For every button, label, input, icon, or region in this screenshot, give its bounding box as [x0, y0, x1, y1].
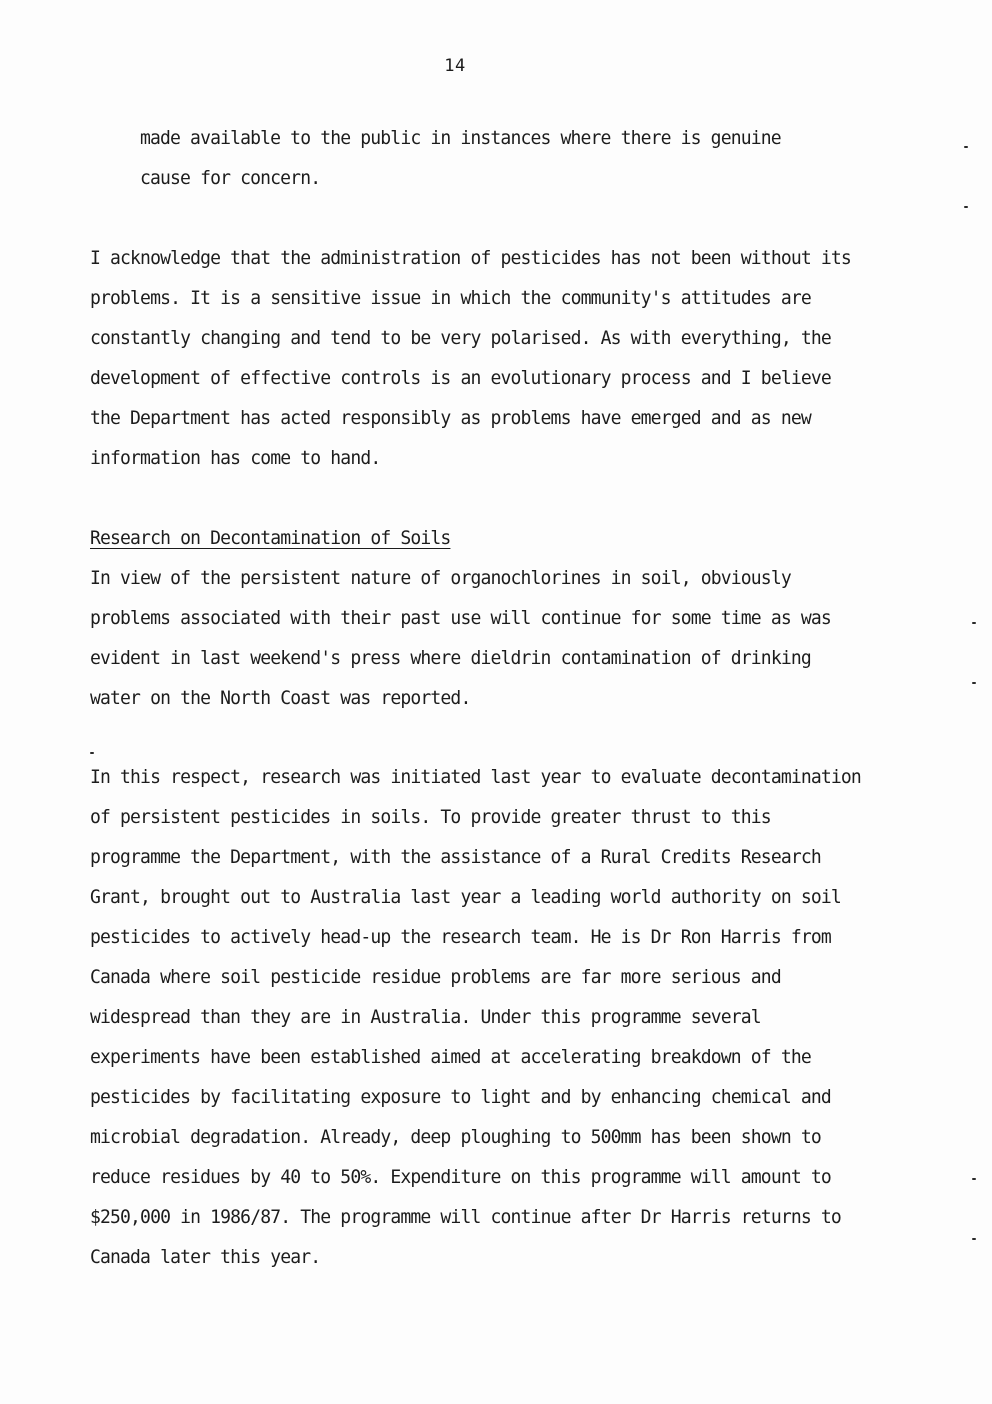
- text-line: development of effective controls is an evolutionary process and I believe: [90, 367, 831, 389]
- paragraph-pesticide-administration: [90, 238, 851, 478]
- text-line: problems associated with their past use will continue for some time as was: [90, 607, 831, 629]
- text-line: water on the North Coast was reported.: [90, 687, 471, 709]
- text-line: problems. It is a sensitive issue in which the community's attitudes are: [90, 287, 811, 309]
- scan-speck-mark: [972, 682, 976, 684]
- text-line: pesticides by facilitating exposure to light and by enhancing chemical and: [90, 1086, 831, 1108]
- scan-speck-mark: [964, 206, 968, 208]
- scan-speck-mark: [972, 1238, 976, 1240]
- text-line: evident in last weekend's press where dieldrin contamination of drinking: [90, 647, 811, 669]
- paragraph-organochlorines: [90, 558, 831, 718]
- page-number: 14: [444, 56, 466, 76]
- section-heading-text: Research on Decontamination of Soils: [90, 527, 451, 549]
- scan-speck-mark: [964, 146, 968, 148]
- text-line: microbial degradation. Already, deep ploughing to 500mm has been shown to: [90, 1126, 821, 1148]
- text-line: In this respect, research was initiated last year to evaluate decontamination: [90, 766, 861, 788]
- text-line: widespread than they are in Australia. Under this programme several: [90, 1006, 761, 1028]
- text-line: Canada later this year.: [90, 1246, 321, 1268]
- text-line: programme the Department, with the assistance of a Rural Credits Research: [90, 846, 821, 868]
- text-line: Canada where soil pesticide residue problems are far more serious and: [90, 966, 781, 988]
- scan-speck-mark: [972, 622, 976, 624]
- text-line: I acknowledge that the administration of pesticides has not been without its: [90, 247, 851, 269]
- scan-speck-mark: [90, 752, 94, 754]
- text-line: made available to the public in instances where there is genuine: [140, 127, 781, 149]
- text-line: experiments have been established aimed at accelerating breakdown of the: [90, 1046, 811, 1068]
- scan-speck-mark: [972, 1178, 976, 1180]
- paragraph-continuation: [140, 118, 781, 198]
- section-heading: [90, 518, 450, 558]
- text-line: $250,000 in 1986/87. The programme will continue after Dr Harris returns to: [90, 1206, 841, 1228]
- text-line: cause for concern.: [140, 167, 321, 189]
- text-line: In view of the persistent nature of organochlorines in soil, obviously: [90, 567, 791, 589]
- text-line: the Department has acted responsibly as problems have emerged and as new: [90, 407, 811, 429]
- text-line: constantly changing and tend to be very polarised. As with everything, the: [90, 327, 831, 349]
- text-line: pesticides to actively head-up the research team. He is Dr Ron Harris from: [90, 926, 831, 948]
- text-line: of persistent pesticides in soils. To provide greater thrust to this: [90, 806, 771, 828]
- text-line: reduce residues by 40 to 50%. Expenditure on this programme will amount to: [90, 1166, 831, 1188]
- text-line: Grant, brought out to Australia last year a leading world authority on soil: [90, 886, 841, 908]
- paragraph-research-programme: [90, 757, 861, 1277]
- text-line: information has come to hand.: [90, 447, 381, 469]
